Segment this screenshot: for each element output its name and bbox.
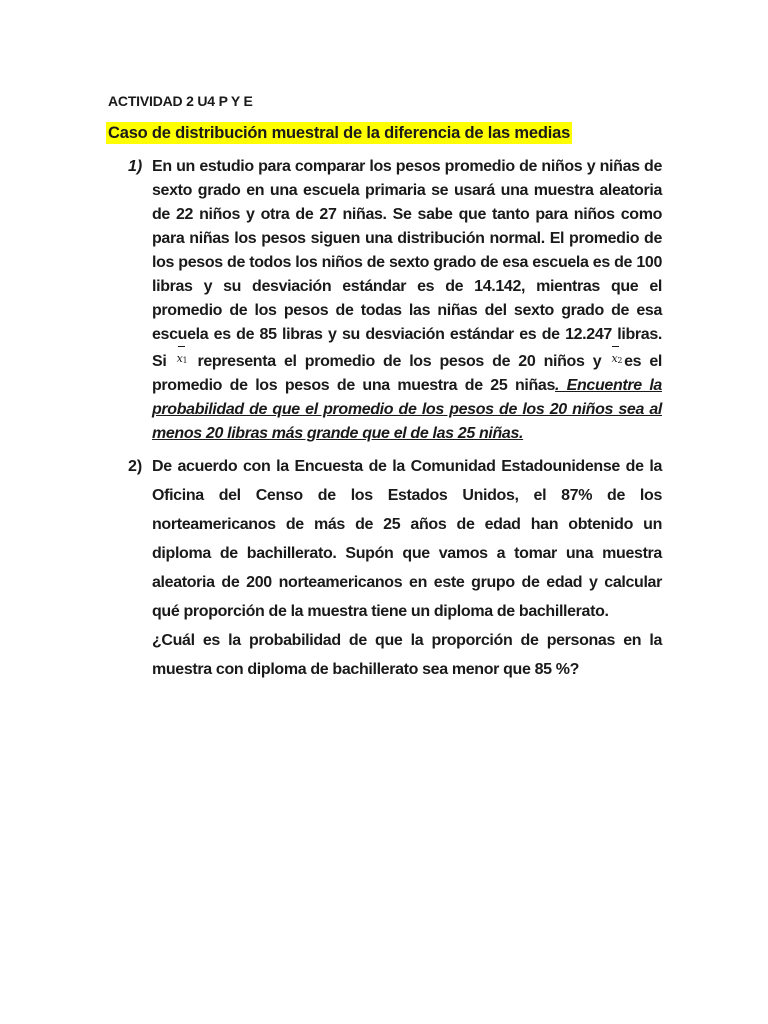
x-bar-1-symbol: $x_1$ [177,347,188,373]
problem-1-statement-cont: representa el promedio de los pesos de 20 niños y [197,353,602,370]
problem-1-statement: En un estudio para comparar los pesos promedio de niños y niñas de sexto grado en una escuela primaria se usará una muestra aleatoria de 22 niños y otra de 27 niñas. Se sabe que tanto para niños como para niñas los pesos siguen una distribución normal. El promedio de los pesos de todos los niños de sexto grado de esa escuela es de 100 libras y su desviación estándar es de 14.142, mientras que el promedio de los pesos de todas las niñas del sexto grado de esa escuela es de 85 libras y su desviación estándar es de 12.247 libras. Si [152,158,662,370]
problem-2-text [152,452,662,684]
problem-1-statement-end: es el promedio de los pesos de una muestra de 25 niñas [152,353,662,394]
problem-1-number: 1) [128,158,143,175]
problem-2-question: ¿Cuál es la probabilidad de que la proporción de personas en la muestra con diploma de bachillerato sea menor que 85 %? [152,632,662,678]
problem-2-statement: De acuerdo con la Encuesta de la Comunidad Estadounidense de la Oficina del Censo de los Estados Unidos, el 87% de los norteamericanos de más de 25 años de edad han obtenido un diploma de bachillerato. Supón que vamos a tomar una muestra aleatoria de 200 norteamericanos en este grupo de edad y calcular qué proporción de la muestra tiene un diploma de bachillerato. [152,458,662,620]
document-title: ACTIVIDAD 2 U4 P Y E [108,93,253,109]
section-heading-highlighted: Caso de distribución muestral de la diferencia de las medias [108,124,571,142]
problem-1-question: . Encuentre la probabilidad de que el promedio de los pesos de los 20 niños sea al menos 20 libras más grande que el de las 25 niñas. [152,377,662,442]
problem-2-number: 2) [128,458,143,475]
problem-1-text [152,155,662,446]
x-bar-2-symbol: $x_2$ [611,347,622,373]
